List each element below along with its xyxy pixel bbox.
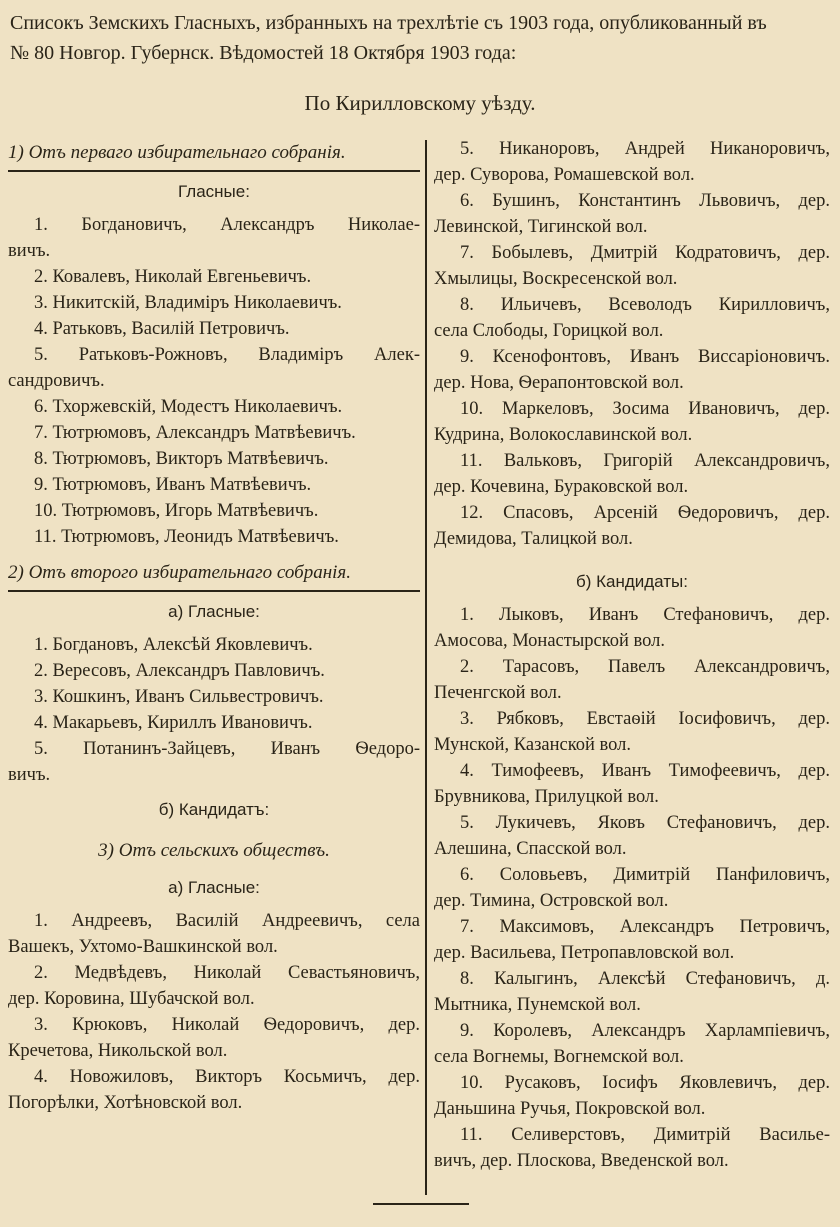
list-item-line: 7. Максимовъ, Александръ Петровичъ, bbox=[460, 917, 830, 937]
candidates-subheading: б) Кандидаты: bbox=[575, 572, 688, 591]
list-item bbox=[434, 862, 830, 914]
list-item-line: 11. Селиверстовъ, Димитрій Василье- bbox=[460, 1125, 830, 1145]
section-1-list bbox=[8, 212, 420, 550]
list-item bbox=[434, 292, 830, 344]
list-item-line: 7. Бобылевъ, Дмитрій Кодратовичъ, дер. bbox=[460, 243, 830, 263]
list-item-line: 4. Макарьевъ, Кириллъ Ивановичъ. bbox=[34, 713, 313, 733]
list-item bbox=[434, 188, 830, 240]
list-item bbox=[434, 654, 830, 706]
list-item-line: 6. Тхоржевскій, Модестъ Николаевичъ. bbox=[34, 397, 343, 417]
list-item-line: Мунской, Казанской вол. bbox=[434, 735, 632, 755]
left-column bbox=[8, 136, 420, 1116]
list-item-line: Брувникова, Прилуцкой вол. bbox=[434, 787, 659, 807]
list-item bbox=[8, 908, 420, 960]
list-item-line: 10. Русаковъ, Іосифъ Яковлевичъ, дер. bbox=[460, 1073, 830, 1093]
list-item-line: села Слободы, Горицкой вол. bbox=[434, 321, 664, 341]
list-item-line: 2. Вересовъ, Александръ Павловичъ. bbox=[34, 661, 325, 681]
list-item bbox=[434, 344, 830, 396]
section-2-candidate-heading: б) Кандидатъ: bbox=[158, 800, 270, 819]
list-item bbox=[8, 960, 420, 1012]
list-item bbox=[8, 1012, 420, 1064]
list-item bbox=[8, 472, 420, 498]
list-item-line: Мытника, Пунемской вол. bbox=[434, 995, 641, 1015]
list-item bbox=[434, 1018, 830, 1070]
column-divider bbox=[425, 140, 427, 1195]
list-item bbox=[8, 420, 420, 446]
document-header bbox=[10, 8, 830, 68]
list-item bbox=[434, 448, 830, 500]
list-item-line: дер. Суворова, Ромашевской вол. bbox=[434, 165, 695, 185]
list-item bbox=[8, 632, 420, 658]
list-item-line: 10. Маркеловъ, Зосима Ивановичъ, дер. bbox=[460, 399, 830, 419]
header-line-1: Списокъ Земскихъ Гласныхъ, избранныхъ на трехлѣтіе съ 1903 года, опубликованный въ bbox=[10, 12, 767, 34]
list-item-line: 11. Тютрюмовъ, Леонидъ Матвѣевичъ. bbox=[34, 527, 339, 547]
list-item-line: вичъ. bbox=[8, 241, 51, 261]
list-item-line: 5. Никаноровъ, Андрей Никаноровичъ, bbox=[460, 139, 830, 159]
section-3-list bbox=[8, 908, 420, 1116]
list-item-line: 9. Королевъ, Александръ Харлампіевичъ, bbox=[460, 1021, 830, 1041]
list-item bbox=[434, 396, 830, 448]
list-item bbox=[8, 658, 420, 684]
list-item-line: 12. Спасовъ, Арсеній Ѳедоровичъ, дер. bbox=[460, 503, 830, 523]
list-item bbox=[8, 736, 420, 788]
list-item-line: 4. Ратьковъ, Василій Петровичъ. bbox=[34, 319, 290, 339]
list-item-line: Амосова, Монастырской вол. bbox=[434, 631, 666, 651]
section-2-subheading: а) Гласные: bbox=[168, 602, 260, 621]
list-item-line: 7. Тютрюмовъ, Александръ Матвѣевичъ. bbox=[34, 423, 356, 443]
list-item bbox=[8, 524, 420, 550]
list-item-line: Демидова, Талицкой вол. bbox=[434, 529, 633, 549]
list-item-line: 9. Ксенофонтовъ, Иванъ Виссаріоновичъ. bbox=[460, 347, 830, 367]
list-item bbox=[8, 290, 420, 316]
list-item-line: 2. Тарасовъ, Павелъ Александровичъ, bbox=[460, 657, 830, 677]
section-3-list-continued bbox=[434, 136, 830, 552]
list-item-line: 10. Тютрюмовъ, Игорь Матвѣевичъ. bbox=[34, 501, 319, 521]
list-item bbox=[434, 914, 830, 966]
list-item-line: 3. Никитскій, Владиміръ Николаевичъ. bbox=[34, 293, 342, 313]
section-1-subheading: Гласные: bbox=[178, 182, 250, 201]
section-3-heading: 3) Отъ сельскихъ обществъ. bbox=[98, 840, 330, 861]
list-item-line: 2. Ковалевъ, Николай Евгеньевичъ. bbox=[34, 267, 312, 287]
list-item bbox=[8, 264, 420, 290]
list-item-line: Вашекъ, Ухтомо-Вашкинской вол. bbox=[8, 937, 278, 957]
list-item bbox=[434, 602, 830, 654]
list-item-line: Левинской, Тигинской вол. bbox=[434, 217, 648, 237]
section-1-heading: 1) Отъ перваго избирательнаго собранія. bbox=[8, 136, 420, 172]
list-item-line: 1. Богдановичъ, Александръ Николае- bbox=[34, 215, 420, 235]
list-item-line: села Вогнемы, Вогнемской вол. bbox=[434, 1047, 684, 1067]
list-item-line: Кудрина, Волокославинской вол. bbox=[434, 425, 693, 445]
list-item bbox=[8, 710, 420, 736]
list-item-line: 6. Бушинъ, Константинъ Львовичъ, дер. bbox=[460, 191, 830, 211]
list-item-line: сандровичъ. bbox=[8, 371, 105, 391]
list-item-line: 8. Калыгинъ, Алексѣй Стефановичъ, д. bbox=[460, 969, 830, 989]
list-item bbox=[8, 446, 420, 472]
list-item-line: 1. Лыковъ, Иванъ Стефановичъ, дер. bbox=[460, 605, 830, 625]
list-item bbox=[8, 684, 420, 710]
list-item-line: дер. Коровина, Шубачской вол. bbox=[8, 989, 255, 1009]
list-item-line: вичъ, дер. Плоскова, Введенской вол. bbox=[434, 1151, 729, 1171]
district-title: По Кирилловскому уѣзду. bbox=[304, 91, 536, 115]
list-item bbox=[434, 758, 830, 810]
list-item-line: дер. Кочевина, Бураковской вол. bbox=[434, 477, 689, 497]
list-item-line: 1. Андреевъ, Василій Андреевичъ, села bbox=[34, 911, 420, 931]
list-item-line: Даньшина Ручья, Покровской вол. bbox=[434, 1099, 706, 1119]
list-item bbox=[8, 394, 420, 420]
list-item-line: дер. Тимина, Островской вол. bbox=[434, 891, 669, 911]
list-item bbox=[434, 1070, 830, 1122]
list-item-line: 3. Крюковъ, Николай Ѳедоровичъ, дер. bbox=[34, 1015, 420, 1035]
list-item bbox=[8, 498, 420, 524]
list-item-line: 3. Рябковъ, Евстаѳій Іосифовичъ, дер. bbox=[460, 709, 830, 729]
list-item-line: 3. Кошкинъ, Иванъ Сильвестровичъ. bbox=[34, 687, 324, 707]
section-2-list bbox=[8, 632, 420, 788]
list-item-line: 5. Потанинъ-Зайцевъ, Иванъ Ѳедоро- bbox=[34, 739, 420, 759]
list-item-line: Алешина, Спасской вол. bbox=[434, 839, 627, 859]
list-item-line: 2. Медвѣдевъ, Николай Севастьяновичъ, bbox=[34, 963, 420, 983]
list-item-line: 11. Вальковъ, Григорій Александровичъ, bbox=[460, 451, 830, 471]
list-item-line: 1. Богдановъ, Алексѣй Яковлевичъ. bbox=[34, 635, 313, 655]
list-item-line: 4. Новожиловъ, Викторъ Косьмичъ, дер. bbox=[34, 1067, 420, 1087]
list-item-line: 5. Лукичевъ, Яковъ Стефановичъ, дер. bbox=[460, 813, 830, 833]
list-item-line: дер. Васильева, Петропавловской вол. bbox=[434, 943, 735, 963]
list-item bbox=[434, 240, 830, 292]
section-2-heading: 2) Отъ второго избирательнаго собранія. bbox=[8, 556, 420, 592]
list-item bbox=[8, 1064, 420, 1116]
list-item-line: дер. Нова, Ѳерапонтовской вол. bbox=[434, 373, 684, 393]
list-item-line: 4. Тимофеевъ, Иванъ Тимофеевичъ, дер. bbox=[460, 761, 830, 781]
list-item bbox=[434, 1122, 830, 1174]
list-item-line: вичъ. bbox=[8, 765, 51, 785]
list-item bbox=[434, 810, 830, 862]
list-item-line: Печенгской вол. bbox=[434, 683, 562, 703]
list-item bbox=[8, 316, 420, 342]
section-3-subheading: а) Гласные: bbox=[168, 878, 260, 897]
bottom-rule bbox=[373, 1203, 469, 1205]
list-item-line: Погорѣлки, Хотѣновской вол. bbox=[8, 1093, 243, 1113]
list-item-line: Хмылицы, Воскресенской вол. bbox=[434, 269, 678, 289]
list-item-line: 8. Тютрюмовъ, Викторъ Матвѣевичъ. bbox=[34, 449, 329, 469]
candidates-list bbox=[434, 602, 830, 1174]
header-line-2: № 80 Новгор. Губернск. Вѣдомостей 18 Октября 1903 года: bbox=[10, 42, 517, 64]
list-item-line: 5. Ратьковъ-Рожновъ, Владиміръ Алек- bbox=[34, 345, 420, 365]
right-column bbox=[434, 136, 830, 1174]
list-item bbox=[434, 500, 830, 552]
list-item-line: 9. Тютрюмовъ, Иванъ Матвѣевичъ. bbox=[34, 475, 312, 495]
list-item bbox=[434, 136, 830, 188]
list-item bbox=[434, 966, 830, 1018]
list-item-line: 6. Соловьевъ, Димитрій Панфиловичъ, bbox=[460, 865, 830, 885]
list-item-line: Кречетова, Никольской вол. bbox=[8, 1041, 228, 1061]
list-item bbox=[8, 212, 420, 264]
list-item-line: 8. Ильичевъ, Всеволодъ Кирилловичъ, bbox=[460, 295, 830, 315]
list-item bbox=[8, 342, 420, 394]
list-item bbox=[434, 706, 830, 758]
